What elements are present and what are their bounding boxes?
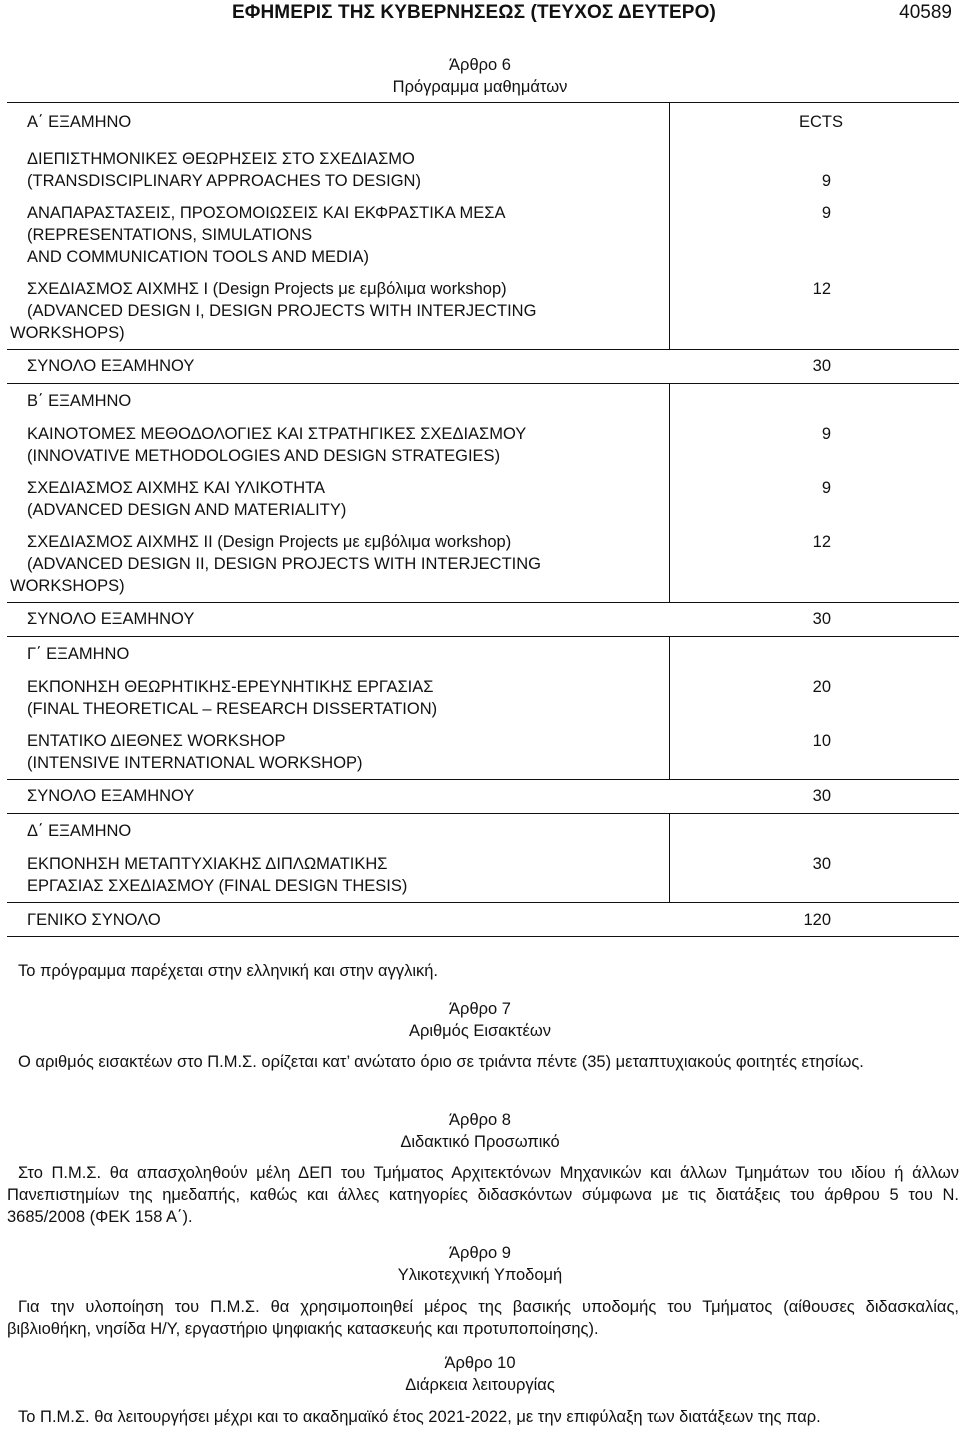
course-name: [7, 273, 669, 350]
article-number: Άρθρο 9: [449, 1244, 511, 1262]
grand-total-value: 120: [669, 903, 959, 937]
course-name: [7, 848, 669, 903]
course-title-en: WORKSHOPS): [10, 324, 125, 342]
semester-total-label: ΣΥΝΟΛΟ ΕΞΑΜΗΝΟΥ: [7, 603, 669, 637]
course-title-gr: ΕΡΓΑΣΙΑΣ ΣΧΕΔΙΑΣΜΟΥ (FINAL DESIGN THESIS): [27, 877, 408, 895]
page-header: [0, 0, 960, 30]
course-title-en: AND COMMUNICATION TOOLS AND MEDIA): [27, 248, 369, 266]
course-name: [7, 143, 669, 197]
table-row: [7, 384, 959, 419]
article-title: Διδακτικό Προσωπικό: [400, 1133, 560, 1151]
course-ects: 10: [669, 725, 959, 780]
course-name: [7, 725, 669, 780]
course-ects: 9: [669, 472, 959, 526]
course-title-gr: ΚΑΙΝΟΤΟΜΕΣ ΜΕΘΟΔΟΛΟΓΙΕΣ ΚΑΙ ΣΤΡΑΤΗΓΙΚΕΣ ΣΧΕΔΙΑΣΜΟΥ: [27, 425, 527, 443]
ects-value: 9: [821, 172, 831, 190]
gazette-title: ΕΦΗΜΕΡΙΣ ΤΗΣ ΚΥΒΕΡΝΗΣΕΩΣ (ΤΕΥΧΟΣ ΔΕΥΤΕΡΟ): [232, 2, 716, 23]
course-ects: 9: [669, 197, 959, 273]
course-title-gr: ΣΧΕΔΙΑΣΜΟΣ ΑΙΧΜΗΣ Ι (Design Projects με εμβόλιμα workshop): [27, 280, 507, 298]
article-number: Άρθρο 7: [449, 1000, 511, 1018]
article-title: Διάρκεια λειτουργίας: [405, 1376, 555, 1394]
table-row: [7, 814, 959, 849]
semester-label: Α΄ ΕΞΑΜΗΝΟ: [7, 103, 669, 144]
article-title: Πρόγραμμα μαθημάτων: [392, 78, 568, 96]
semester-label: Γ΄ ΕΞΑΜΗΝΟ: [27, 645, 130, 663]
article-9-heading: [0, 1242, 960, 1286]
course-title-gr: ΣΧΕΔΙΑΣΜΟΣ ΑΙΧΜΗΣ ΚΑΙ ΥΛΙΚΟΤΗΤΑ: [27, 479, 325, 497]
table-row: [7, 273, 959, 350]
course-title-en: (REPRESENTATIONS, SIMULATIONS: [27, 226, 313, 244]
course-name: [7, 418, 669, 472]
course-ects: 12: [669, 526, 959, 603]
course-title-gr: ΕΚΠΟΝΗΣΗ ΜΕΤΑΠΤΥΧΙΑΚΗΣ ΔΙΠΛΩΜΑΤΙΚΗΣ: [27, 855, 388, 873]
course-title-en: (ADVANCED DESIGN AND MATERIALITY): [27, 501, 347, 519]
table-row: [7, 418, 959, 472]
article-8-heading: [0, 1109, 960, 1153]
course-ects: 9: [669, 418, 959, 472]
table-row: [7, 472, 959, 526]
course-name: [7, 526, 669, 603]
semester-total-label: ΣΥΝΟΛΟ ΕΞΑΜΗΝΟΥ: [7, 780, 669, 814]
course-title-en: (ADVANCED DESIGN I, DESIGN PROJECTS WITH INTERJECTING: [27, 302, 537, 320]
article-10-heading: [0, 1352, 960, 1396]
grand-total-label: ΓΕΝΙΚΟ ΣΥΝΟΛΟ: [7, 903, 669, 937]
course-ects: 30: [669, 848, 959, 903]
grand-total-row: [7, 903, 959, 937]
table-row: [7, 526, 959, 603]
course-name: [7, 472, 669, 526]
semester-label: Β΄ ΕΞΑΜΗΝΟ: [27, 392, 132, 410]
course-name: [7, 671, 669, 725]
article-number: Άρθρο 10: [444, 1354, 516, 1372]
table-row: [7, 725, 959, 780]
table-row: [7, 197, 959, 273]
article-title: Υλικοτεχνική Υποδομή: [397, 1266, 563, 1284]
article-7-heading: [0, 998, 960, 1042]
course-title-en: (ADVANCED DESIGN II, DESIGN PROJECTS WITH INTERJECTING: [27, 555, 541, 573]
semester-total-value: 30: [669, 603, 959, 637]
course-ects: [669, 143, 959, 197]
article-9-text: Για την υλοποίηση του Π.Μ.Σ. θα χρησιμοποιηθεί μέρος της βασικής υποδομής του Τμήματος (αίθουσες διδασκαλίας, βιβλιοθήκη, νησίδα Η/Υ, εργαστήριο ψηφιακής κατασκευής και προτυποποίησης).: [7, 1298, 959, 1338]
curriculum-table: [7, 102, 959, 937]
course-title-en: (FINAL THEORETICAL – RESEARCH DISSERTATION): [27, 700, 438, 718]
article-title: Αριθμός Εισακτέων: [408, 1022, 552, 1040]
course-title-gr: ΣΧΕΔΙΑΣΜΟΣ ΑΙΧΜΗΣ ΙΙ (Design Projects με εμβόλιμα workshop): [27, 533, 512, 551]
table-row: [7, 103, 959, 144]
language-note: Το πρόγραμμα παρέχεται στην ελληνική και στην αγγλική.: [18, 962, 438, 980]
semester-total-row: [7, 350, 959, 384]
course-title-en: (INNOVATIVE METHODOLOGIES AND DESIGN STRATEGIES): [27, 447, 501, 465]
article-number: Άρθρο 8: [449, 1111, 511, 1129]
course-ects: 12: [669, 273, 959, 350]
course-title-gr: ΕΝΤΑΤΙΚΟ ΔΙΕΘΝΕΣ WORKSHOP: [27, 732, 286, 750]
article-7-text: Ο αριθμός εισακτέων στο Π.Μ.Σ. ορίζεται κατ’ ανώτατο όριο σε τριάντα πέντε (35) μεταπτυχιακούς φοιτητές ετησίως.: [18, 1053, 864, 1071]
page-number: 40589: [899, 2, 952, 23]
semester-total-label: ΣΥΝΟΛΟ ΕΞΑΜΗΝΟΥ: [7, 350, 669, 384]
ects-header: ECTS: [669, 103, 959, 144]
course-name: [7, 197, 669, 273]
course-title-en: (TRANSDISCIPLINARY APPROACHES TO DESIGN): [27, 172, 421, 190]
semester-total-row: [7, 780, 959, 814]
course-title-gr: ΑΝΑΠΑΡΑΣΤΑΣΕΙΣ, ΠΡΟΣΟΜΟΙΩΣΕΙΣ ΚΑΙ ΕΚΦΡΑΣΤΙΚΑ ΜΕΣΑ: [27, 204, 506, 222]
article-8-text: Στο Π.Μ.Σ. θα απασχοληθούν μέλη ΔΕΠ του Τμήματος Αρχιτεκτόνων Μηχανικών και άλλων Τμημάτων του ιδίου ή άλλων Πανεπιστημίων της ημεδαπής, καθώς και άλλες κατηγορίες διδασκόντων σύμφωνα με τις διατάξεις του άρθρου 5 του Ν. 3685/2008 (ΦΕΚ 158 Α΄).: [7, 1164, 959, 1226]
article-10-text: Το Π.Μ.Σ. θα λειτουργήσει μέχρι και το ακαδημαϊκό έτος 2021-2022, με την επιφύλαξη των διατάξεων της παρ.: [18, 1408, 821, 1426]
table-row: [7, 671, 959, 725]
semester-total-value: 30: [669, 780, 959, 814]
article-number: Άρθρο 6: [449, 56, 511, 74]
course-title-en: (INTENSIVE INTERNATIONAL WORKSHOP): [27, 754, 363, 772]
course-title-gr: ΕΚΠΟΝΗΣΗ ΘΕΩΡΗΤΙΚΗΣ-ΕΡΕΥΝΗΤΙΚΗΣ ΕΡΓΑΣΙΑΣ: [27, 678, 434, 696]
semester-total-row: [7, 603, 959, 637]
course-ects: 20: [669, 671, 959, 725]
table-row: [7, 143, 959, 197]
table-row: [7, 637, 959, 672]
course-title-gr: ΔΙΕΠΙΣΤΗΜΟΝΙΚΕΣ ΘΕΩΡΗΣΕΙΣ ΣΤΟ ΣΧΕΔΙΑΣΜΟ: [27, 150, 415, 168]
article-6-heading: [0, 54, 960, 98]
semester-total-value: 30: [669, 350, 959, 384]
course-title-en: WORKSHOPS): [10, 577, 125, 595]
semester-label: Δ΄ ΕΞΑΜΗΝΟ: [27, 822, 132, 840]
table-row: [7, 848, 959, 903]
